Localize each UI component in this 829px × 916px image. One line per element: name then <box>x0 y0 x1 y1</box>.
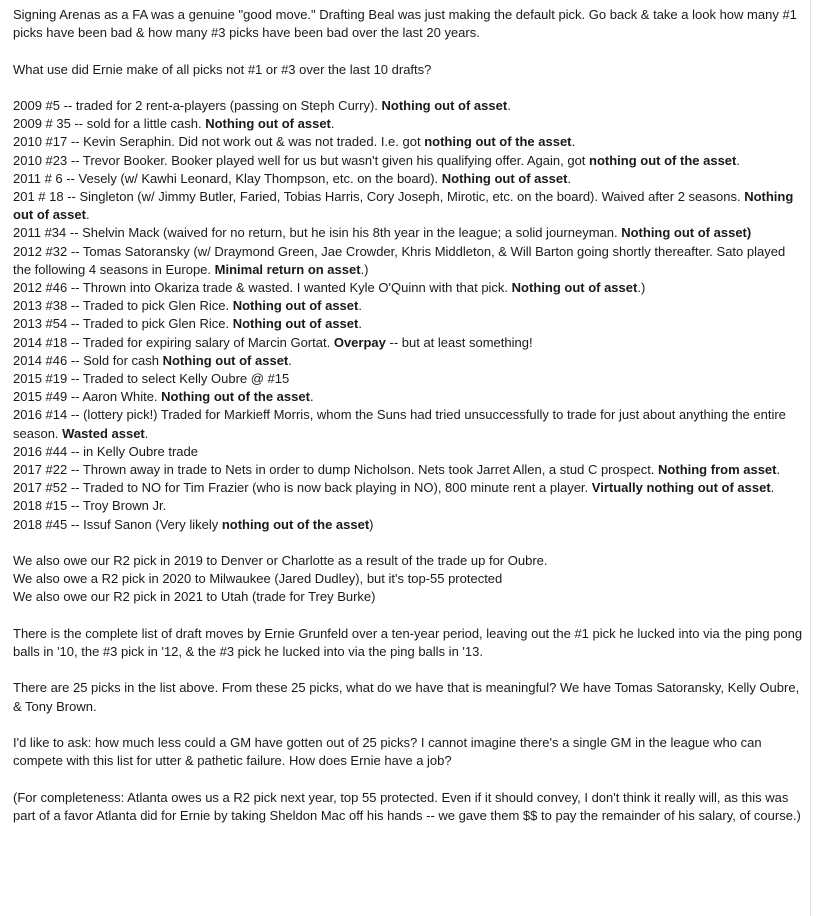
pick-entry <box>13 352 806 370</box>
pick-text: 2015 #49 -- Aaron White. <box>13 389 162 405</box>
pick-tail: -- but at least something! <box>385 334 533 350</box>
pick-text: 2013 #54 -- Traded to pick Glen Rice. <box>13 316 233 332</box>
pick-text: 2016 #44 -- in Kelly Oubre trade <box>13 443 198 459</box>
pick-entry <box>13 152 806 170</box>
pick-tail: . <box>770 480 775 496</box>
owes-item: We also owe a R2 pick in 2020 to Milwaukee (Jared Dudley), but it's top-55 protected <box>13 571 503 587</box>
paragraph-gap <box>13 716 806 734</box>
pick-text: 2015 #19 -- Traded to select Kelly Oubre @ #15 <box>13 371 290 387</box>
pick-tail: . <box>288 352 292 368</box>
pick-entry <box>13 406 806 442</box>
pick-tail: . <box>358 298 362 314</box>
post-intro: Signing Arenas as a FA was a genuine "good move." Drafting Beal was just making the default pick. Go back & take a look how many #1 picks have been bad & how many #3 picks have been bad over the last 20 years. <box>13 7 797 41</box>
paragraph-gap <box>13 607 806 625</box>
pick-tail: ) <box>369 516 374 532</box>
pick-text: 2011 # 6 -- Vesely (w/ Kawhi Leonard, Klay Thompson, etc. on the board). <box>13 170 442 186</box>
pick-entry <box>13 243 806 279</box>
post-question: What use did Ernie make of all picks not #1 or #3 over the last 10 drafts? <box>13 61 432 77</box>
pick-verdict: Nothing out of asset) <box>621 225 752 241</box>
pick-text: 2014 #46 -- Sold for cash <box>13 352 163 368</box>
pick-verdict: Nothing out of the asset <box>161 389 310 405</box>
pick-verdict: nothing out of the asset <box>424 134 572 150</box>
pick-entry <box>13 133 806 151</box>
owes-list <box>13 552 806 607</box>
pick-verdict: Nothing from asset <box>658 462 777 478</box>
pick-tail: . <box>736 152 740 168</box>
pick-text: 2018 #15 -- Troy Brown Jr. <box>13 498 167 514</box>
pick-entry <box>13 479 806 497</box>
paragraph-gap <box>13 770 806 788</box>
scroll-gutter <box>811 0 829 916</box>
pick-entry <box>13 224 806 242</box>
pick-entry <box>13 461 806 479</box>
pick-verdict: Nothing out of asset <box>13 189 794 223</box>
pick-tail: .) <box>360 261 369 277</box>
pick-entry <box>13 97 806 115</box>
pick-verdict: Wasted asset <box>62 425 145 441</box>
pick-text: 2017 #52 -- Traded to NO for Tim Frazier (who is now back playing in NO), 800 minute rent a player. <box>13 480 592 496</box>
pick-tail: . <box>507 97 511 113</box>
pick-tail: . <box>567 170 572 186</box>
paragraph-gap <box>13 661 806 679</box>
pick-tail: . <box>309 389 314 405</box>
pick-text: 2013 #38 -- Traded to pick Glen Rice. <box>13 298 233 314</box>
pick-entry <box>13 443 806 461</box>
pick-text: 2011 #34 -- Shelvin Mack (waived for no return, but he isin his 8th year in the league; a solid journeyman. <box>13 225 622 241</box>
pick-tail: . <box>144 425 149 441</box>
post-ask: I'd like to ask: how much less could a GM have gotten out of 25 picks? I cannot imagine there's a single GM in the league who can compete with this list for utter & pathetic failure. How does Ernie have a job? <box>13 735 762 769</box>
pick-tail: .) <box>637 280 646 296</box>
pick-text: 2012 #32 -- Tomas Satoransky (w/ Draymond Green, Jae Crowder, Khris Middleton, & Will Barton going shortly thereafter. Sato played the following 4 seasons in Europe. <box>13 243 786 277</box>
pick-verdict: nothing out of the asset <box>589 152 737 168</box>
paragraph-gap <box>13 42 806 60</box>
pick-entry <box>13 334 806 352</box>
pick-text: 2010 #17 -- Kevin Seraphin. Did not work out & was not traded. I.e. got <box>13 134 425 150</box>
pick-entry <box>13 115 806 133</box>
pick-entry <box>13 297 806 315</box>
pick-text: 2012 #46 -- Thrown into Okariza trade & wasted. I wanted Kyle O'Quinn with that pick. <box>13 280 512 296</box>
pick-verdict: Nothing out of asset <box>162 352 289 368</box>
pick-verdict: Nothing out of asset <box>232 316 359 332</box>
pick-tail: . <box>571 134 576 150</box>
pick-entry <box>13 388 806 406</box>
pick-entry <box>13 370 806 388</box>
pick-tail: . <box>358 316 362 332</box>
pick-text: 2009 #5 -- traded for 2 rent-a-players (passing on Steph Curry). <box>13 97 382 113</box>
pick-text: 2016 #14 -- (lottery pick!) Traded for Markieff Morris, whom the Suns had tried unsuccessfully to trade for just about anything the entire season. <box>13 407 786 441</box>
pick-verdict: Virtually nothing out of asset <box>591 480 771 496</box>
pick-text: 201 # 18 -- Singleton (w/ Jimmy Butler, Faried, Tobias Harris, Cory Joseph, Mirotic, etc. on the board). Waived after 2 seasons. <box>13 189 745 204</box>
post-summary: There is the complete list of draft moves by Ernie Grunfeld over a ten-year period, leaving out the #1 pick he lucked into via the ping pong balls in '10, the #3 pick in '12, & the #3 pick he lucked into via the ping balls in '13. <box>13 625 803 660</box>
pick-tail: . <box>776 462 781 478</box>
owes-item: We also owe our R2 pick in 2021 to Utah (trade for Trey Burke) <box>13 589 376 605</box>
pick-entry <box>13 188 806 224</box>
post-note: (For completeness: Atlanta owes us a R2 pick next year, top 55 protected. Even if it should convey, I don't think it really will, as this was part of a favor Atlanta did for Ernie by taking Sheldon Mac off his hands -- we gave them $$ to pay the remainder of his salary, of course.) <box>13 789 801 823</box>
post-count: There are 25 picks in the list above. From these 25 picks, what do we have that is meaningful? We have Tomas Satoransky, Kelly Oubre, & Tony Brown. <box>13 680 800 714</box>
pick-text: 2018 #45 -- Issuf Sanon (Very likely <box>13 516 222 532</box>
pick-verdict: Nothing out of asset <box>205 116 331 132</box>
pick-entry <box>13 170 806 188</box>
pick-text: 2017 #22 -- Thrown away in trade to Nets in order to dump Nicholson. Nets took Jarret Allen, a stud C prospect. <box>13 462 659 478</box>
pick-verdict: Nothing out of asset <box>232 298 359 314</box>
pick-text: 2010 #23 -- Trevor Booker. Booker played well for us but wasn't given his qualifying offer. Again, got <box>13 152 590 168</box>
pick-entry <box>13 279 806 297</box>
owes-item: We also owe our R2 pick in 2019 to Denver or Charlotte as a result of the trade up for Oubre. <box>13 553 548 569</box>
pick-text: 2014 #18 -- Traded for expiring salary of Marcin Gortat. <box>13 334 334 350</box>
paragraph-gap <box>13 79 806 97</box>
pick-entry <box>13 497 806 515</box>
pick-text: 2009 # 35 -- sold for a little cash. <box>13 116 206 132</box>
pick-tail: . <box>330 116 335 132</box>
pick-verdict: Nothing out of asset <box>511 280 638 296</box>
pick-verdict: Overpay <box>333 334 386 350</box>
pick-verdict: Minimal return on asset <box>214 261 361 277</box>
pick-verdict: Nothing out of asset <box>381 97 508 113</box>
pick-verdict: Nothing out of asset <box>441 170 568 186</box>
pick-tail: . <box>85 207 90 223</box>
pick-verdict: nothing out of the asset <box>221 516 370 532</box>
pick-entry <box>13 315 806 333</box>
paragraph-gap <box>13 534 806 552</box>
pick-entry <box>13 516 806 534</box>
picks-list <box>13 97 806 534</box>
